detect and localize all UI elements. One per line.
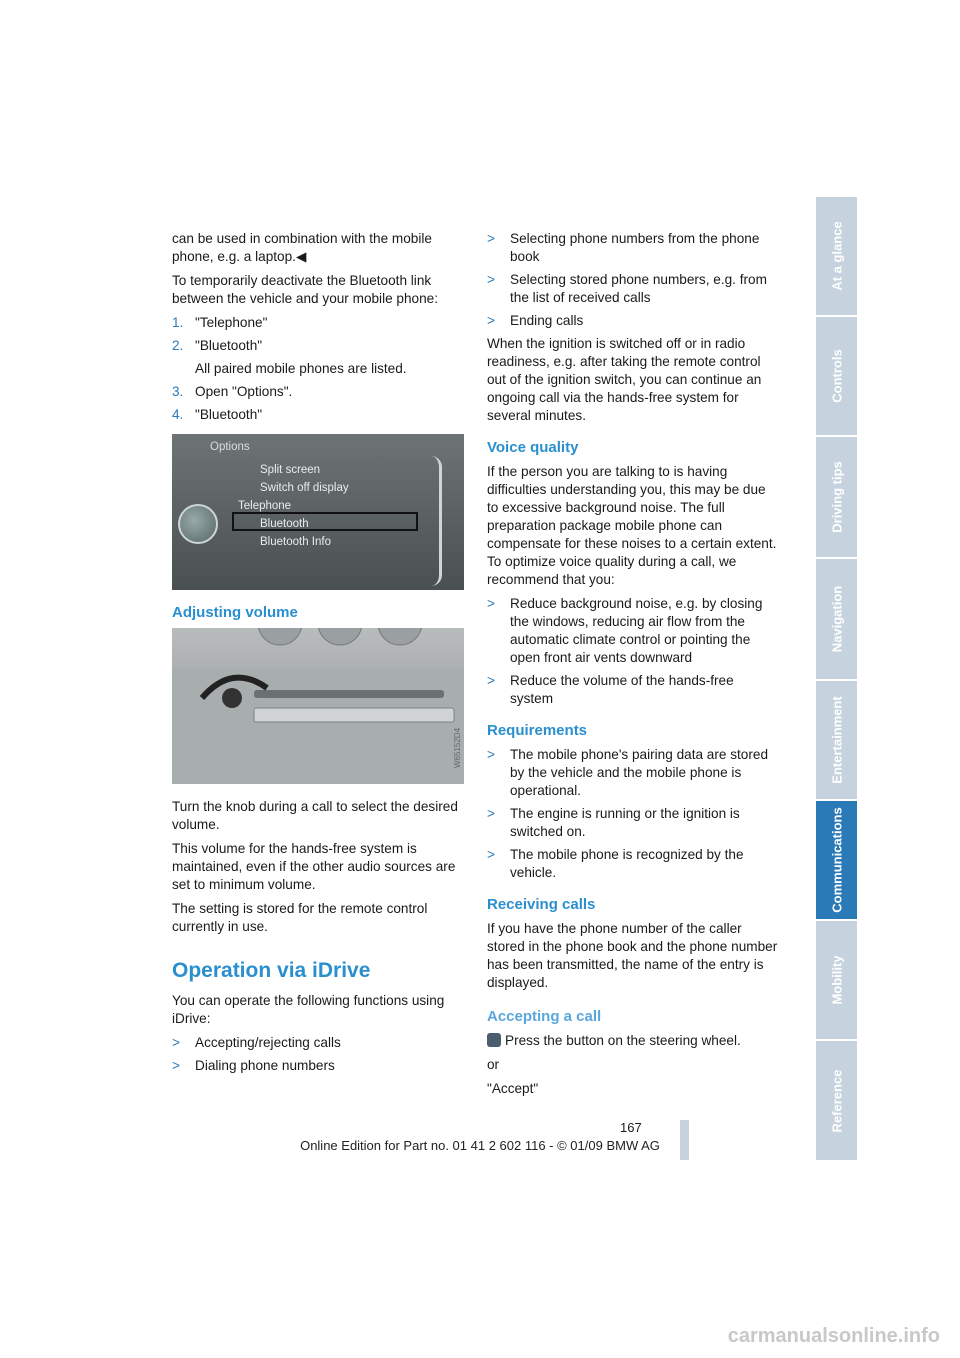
left-column [172, 230, 464, 1080]
bullet-marker: > [487, 747, 495, 762]
paragraph: If the person you are talking to is having difficulties understanding you, this may be due to excessive background noise. The full preparation package mobile phone can compensate for these noises to a certain extent. To optimize voice quality during a call, we recommend that you: [487, 464, 777, 587]
list-item: > Selecting stored phone numbers, e.g. from the list of received calls [487, 272, 767, 305]
list-item: > Accepting/rejecting calls [172, 1035, 341, 1050]
step-text: "Bluetooth" [195, 338, 263, 353]
bullet-marker: > [487, 231, 495, 246]
section-title-voice-quality: Voice quality [487, 439, 579, 456]
paragraph: When the ignition is switched off or in radio readiness, e.g. after taking the remote control out of the ignition switch, you can continue an ongoing call via the hands-free system for several minutes. [487, 336, 762, 423]
menu-item: Telephone [238, 500, 292, 512]
step-3 [172, 383, 464, 401]
bullet-marker: > [487, 313, 495, 328]
paragraph: or [487, 1057, 500, 1072]
menu-item-selected: Bluetooth [260, 518, 309, 530]
step-number: 1. [172, 315, 184, 330]
right-column [487, 230, 779, 1104]
menu-item: Switch off display [260, 482, 349, 494]
watermark: carmanualsonline.info [727, 1325, 940, 1347]
tab-at-a-glance[interactable]: At a glance [816, 197, 857, 317]
volume-knob-icon [222, 688, 242, 708]
chapter-sidebar [816, 197, 857, 1160]
paragraph: If you have the phone number of the caller stored in the phone book and the phone number has been transmitted, the name of the entry is displayed. [487, 921, 778, 990]
preset-buttons [254, 708, 454, 722]
tab-driving-tips[interactable]: Driving tips [816, 437, 857, 559]
tab-entertainment[interactable]: Entertainment [816, 681, 857, 801]
step-number: 3. [172, 384, 184, 399]
menu-item: Split screen [260, 464, 321, 476]
step-text: "Telephone" [195, 315, 268, 330]
vent-icon [378, 628, 422, 645]
section-title-adjusting-volume: Adjusting volume [172, 604, 298, 621]
vent-icon [258, 628, 302, 645]
vent-icon [318, 628, 362, 645]
paragraph: You can operate the following functions using iDrive: [172, 993, 445, 1026]
dashboard-illustration [172, 628, 464, 784]
paragraph: "Accept" [487, 1081, 539, 1096]
section-title-receiving-calls: Receiving calls [487, 896, 596, 913]
paragraph: Turn the knob during a call to select the desired volume. [172, 799, 458, 832]
step-number: 4. [172, 407, 184, 422]
scroll-arc [431, 456, 442, 586]
bullet-marker: > [487, 847, 495, 862]
bullet-marker: > [487, 673, 495, 688]
list-item: > Selecting phone numbers from the phone book [487, 231, 760, 264]
paragraph: To temporarily deactivate the Bluetooth link between the vehicle and your mobile phone: [172, 273, 439, 306]
volume-knob-figure [172, 628, 464, 784]
idrive-options-figure [172, 434, 464, 590]
step-text: "Bluetooth" [195, 407, 263, 422]
bullet-marker: > [487, 806, 495, 821]
list-item: > The mobile phone is recognized by the vehicle. [487, 847, 744, 880]
menu-header: Options [210, 441, 250, 453]
paragraph: Press the button on the steering wheel. [487, 1032, 779, 1050]
step-4 [172, 406, 464, 424]
section-title-accepting-call: Accepting a call [487, 1008, 602, 1025]
bullet-marker: > [172, 1058, 180, 1073]
tab-reference[interactable]: Reference [816, 1041, 857, 1162]
paragraph: The setting is stored for the remote control currently in use. [172, 901, 428, 934]
step-1 [172, 314, 464, 332]
tab-navigation[interactable]: Navigation [816, 559, 857, 681]
list-item: > The mobile phone's pairing data are stored by the vehicle and the mobile phone is operational. [487, 747, 769, 798]
step-2 [172, 337, 464, 355]
step-text: Open "Options". [195, 384, 293, 399]
footer: Online Edition for Part no. 01 41 2 602 116 - © 01/09 BMW AG [300, 1138, 660, 1153]
list-item: > Reduce background noise, e.g. by closing the windows, reducing air flow from the automatic climate control or pointing the open front air vents downward [487, 596, 763, 665]
bullet-marker: > [487, 596, 495, 611]
tab-controls[interactable]: Controls [816, 317, 857, 437]
bullet-marker: > [487, 272, 495, 287]
paragraph: This volume for the hands-free system is maintained, even if the other audio sources are set to minimum volume. [172, 841, 456, 892]
section-title-operation: Operation via iDrive [172, 959, 371, 982]
section-title-requirements: Requirements [487, 722, 588, 739]
step-2-note: All paired mobile phones are listed. [195, 361, 407, 376]
list-item: > Reduce the volume of the hands-free system [487, 673, 734, 706]
paragraph: can be used in combination with the mobile phone, e.g. a laptop.◀ [172, 231, 432, 264]
tab-communications[interactable]: Communications [816, 801, 857, 921]
list-item: > The engine is running or the ignition is switched on. [487, 806, 740, 839]
figure-code: W65152D4 [453, 727, 462, 768]
step-number: 2. [172, 338, 184, 353]
menu-item: Bluetooth Info [260, 536, 331, 548]
phone-button-icon [487, 1033, 501, 1047]
list-item: > Dialing phone numbers [172, 1058, 335, 1073]
tab-mobility[interactable]: Mobility [816, 921, 857, 1041]
page-number: 167 [620, 1120, 642, 1135]
bullet-marker: > [172, 1035, 180, 1050]
controller-knob-icon [178, 504, 218, 544]
list-item: > Ending calls [487, 313, 584, 328]
cd-slot [254, 690, 444, 698]
